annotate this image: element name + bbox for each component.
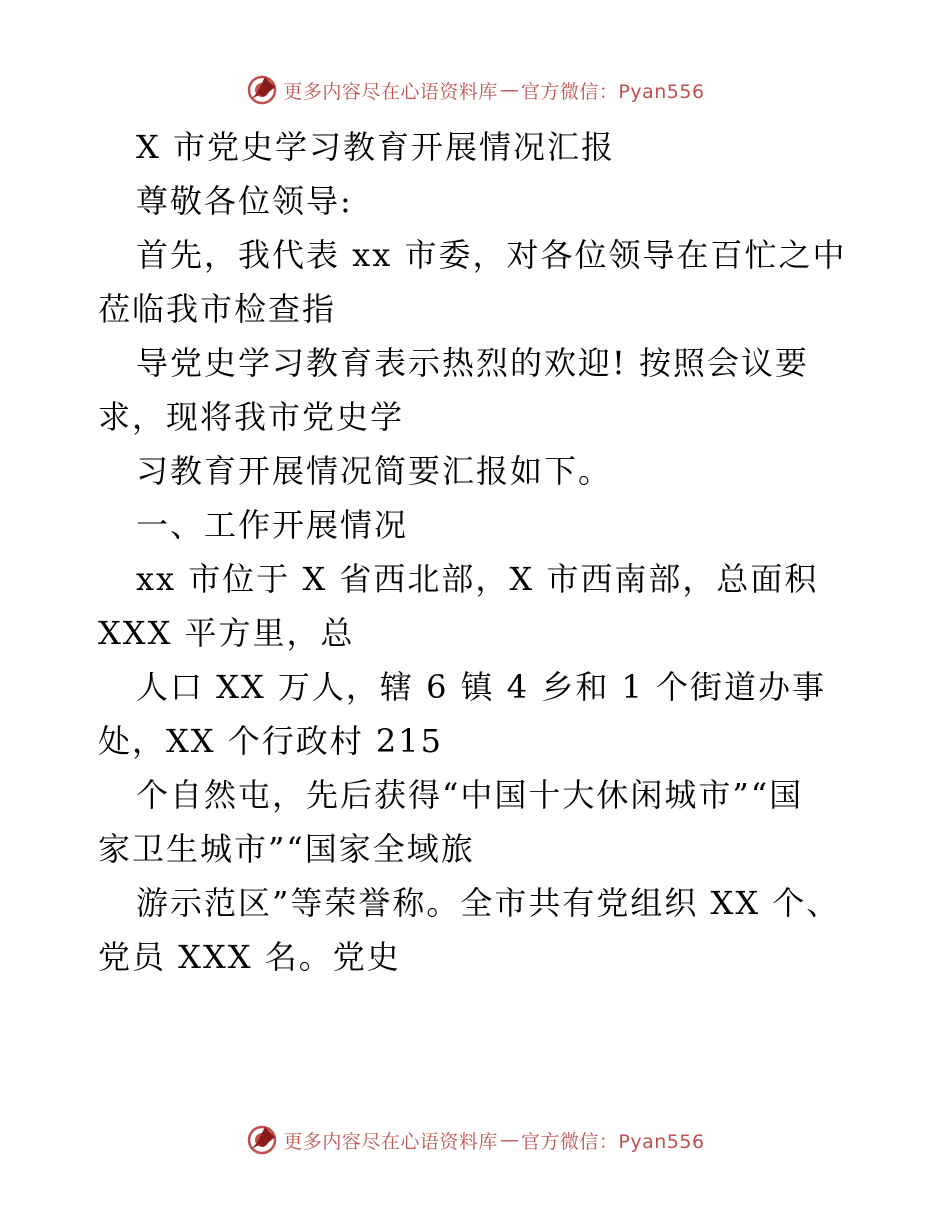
watermark-separator: — — [499, 79, 519, 101]
document-body — [98, 120, 898, 984]
paragraph-line: xx 市位于 X 省西北部，X 市西南部，总面积 — [136, 560, 819, 598]
paragraph-line: 处，XX 个行政村 215 — [98, 722, 443, 760]
paragraph-line: 游示范区”等荣誉称。全市共有党组织 XX 个、 — [136, 884, 841, 922]
watermark-wechat: 官方微信：Pyan556 — [520, 80, 705, 103]
paragraph-line: 莅临我市检查指 — [98, 290, 337, 328]
watermark-text: 更多内容尽在心语资料库 — [283, 80, 498, 103]
paragraph-line: 首先，我代表 xx 市委，对各位领导在百忙之中 — [136, 236, 847, 274]
watermark-separator: — — [499, 1129, 519, 1151]
paragraph-line: 家卫生城市”“国家全域旅 — [98, 830, 475, 868]
pen-logo-icon — [245, 73, 279, 107]
pen-logo-icon — [245, 1123, 279, 1157]
paragraph-line: 个自然屯，先后获得“中国十大休闲城市”“国 — [136, 776, 804, 814]
watermark-wechat: 官方微信：Pyan556 — [520, 1130, 705, 1153]
paragraph-line: 求，现将我市党史学 — [98, 398, 405, 436]
paragraph-line: 人口 XX 万人，辖 6 镇 4 乡和 1 个街道办事 — [136, 668, 827, 706]
watermark-footer — [0, 1120, 950, 1160]
watermark-text: 更多内容尽在心语资料库 — [283, 1130, 498, 1153]
section-heading: 一、工作开展情况 — [136, 506, 409, 544]
salutation: 尊敬各位领导: — [136, 182, 353, 220]
watermark-header — [0, 70, 950, 110]
paragraph-line: 习教育开展情况简要汇报如下。 — [136, 452, 613, 490]
document-title: X 市党史学习教育开展情况汇报 — [136, 128, 615, 166]
paragraph-line: 党员 XXX 名。党史 — [98, 938, 401, 976]
paragraph-line: XXX 平方里，总 — [98, 614, 355, 652]
paragraph-line: 导党史学习教育表示热烈的欢迎! 按照会议要 — [136, 344, 810, 382]
